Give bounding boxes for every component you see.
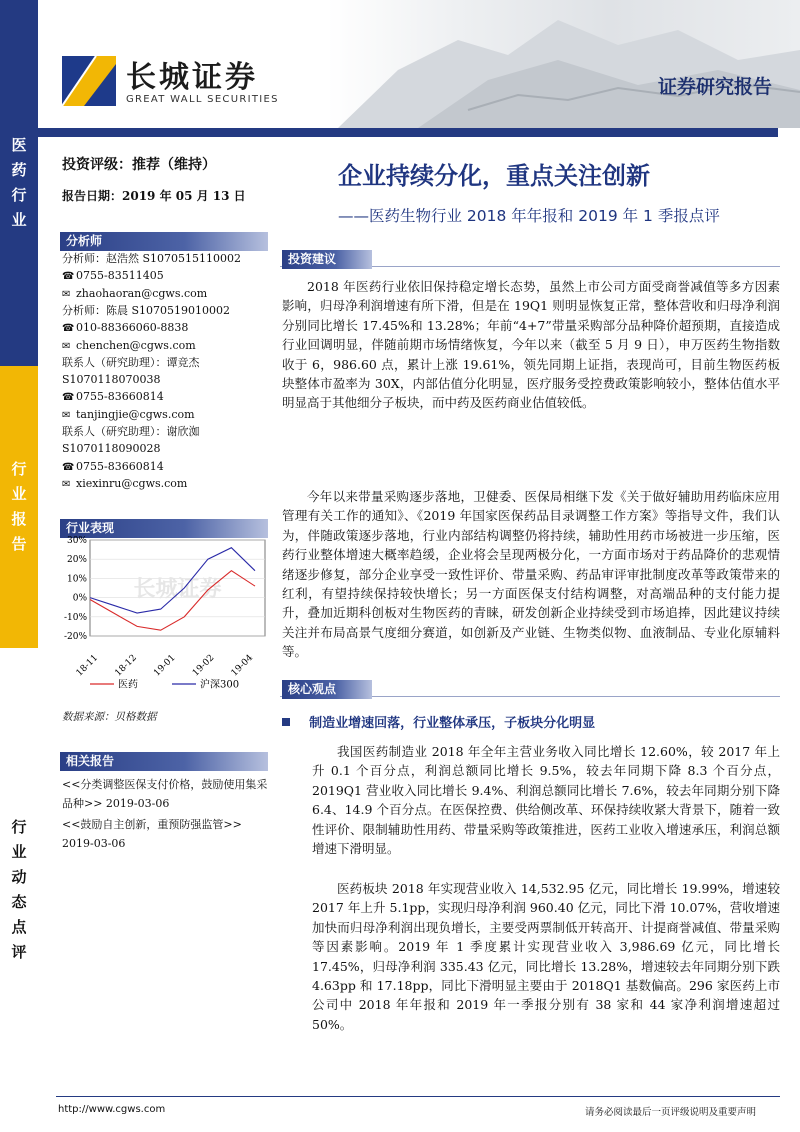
header-rule <box>38 128 778 137</box>
analyst-line <box>62 388 268 406</box>
side-tab-type <box>0 648 38 1132</box>
analyst-line-text: 分析师：陈晨 S1070519010002 <box>62 303 231 317</box>
x-tick-label: 19-02 <box>190 653 217 679</box>
legend-label: 沪深300 <box>200 679 240 691</box>
analyst-line <box>62 406 268 424</box>
phone-icon: ☎ <box>62 461 75 473</box>
analyst-line <box>62 354 268 371</box>
related-report-text[interactable]: <<分类调整医保支付价格，鼓励使用集采品种>> 2019-03-06 <box>62 778 268 810</box>
company-logo <box>62 56 116 106</box>
analyst-line-text: 010-88366060-8838 <box>76 321 189 335</box>
related-report-2 <box>62 815 268 853</box>
chart-watermark-logo: 长城证券 <box>133 577 222 602</box>
chart-source: 数据来源：贝格数据 <box>62 711 157 723</box>
side-tab-char: 报 <box>11 510 27 528</box>
analyst-line-text: 联系人（研究助理）：谭竞杰 <box>62 355 200 369</box>
invest-paragraph-1: 2018 年医药行业依旧保持稳定增长态势，虽然上市公司方面受商誉减值等多方因素影响，归母净利润增速有所下滑，但是在 19Q1 则明显恢复正常，整体营收和归母净利润分别同比增长 17.45%和 13.28%；年前“4+7”带量采购部分品种降价超预期，直接造成行业回调明显，伴随前期市场情绪恢复，今年以来（截至 5 月 9 日），申万医药生物指数收于 6，986.60 点，累计上涨 19.61%，领先同期上证指，表现尚可，目前生物医药板块整体市盈率为 30X，内部估值分化明显，医疗服务受控费政策影响较小，整体估值水平明显高于其他细分子板块，而中药及医药商业估值较低。 <box>282 279 780 411</box>
page-subtitle: ——医药生物行业 2018 年年报和 2019 年 1 季报点评 <box>338 207 720 225</box>
industry-performance-chart <box>60 532 270 700</box>
x-tick-label: 19-04 <box>229 653 256 679</box>
mail-icon: ✉ <box>62 478 71 490</box>
analyst-line-text: 0755-83511405 <box>76 269 164 283</box>
y-tick-label: -20% <box>63 632 87 642</box>
core-header: 核心观点 <box>282 680 372 699</box>
side-tab-char: 动 <box>11 868 27 886</box>
x-tick-label: 18-11 <box>74 653 101 679</box>
analyst-line-text: S1070118070038 <box>62 373 161 387</box>
side-tab-char: 点 <box>11 918 27 936</box>
analyst-line-text[interactable]: tanjingjie@cgws.com <box>76 407 195 421</box>
analyst-line <box>62 302 268 319</box>
related-report-text[interactable]: <<鼓励自主创新，重预防强监管>> 2019-03-06 <box>62 818 242 850</box>
analyst-line <box>62 458 268 476</box>
side-tab-report <box>0 366 38 648</box>
related-report-1 <box>62 775 268 813</box>
side-tab-char: 行 <box>11 186 27 204</box>
analyst-line <box>62 267 268 285</box>
side-tab-label <box>11 815 26 965</box>
side-tab-char: 评 <box>11 943 27 961</box>
logo-mark-icon <box>62 56 116 106</box>
page-title: 企业持续分化，重点关注创新 <box>338 162 650 190</box>
phone-icon: ☎ <box>62 271 75 283</box>
side-tab-char: 业 <box>11 211 27 229</box>
core-bullet-text: 制造业增速回落，行业整体承压，子板块分化明显 <box>309 716 596 731</box>
mail-icon: ✉ <box>62 288 71 300</box>
side-tab-industry <box>0 0 38 366</box>
core-paragraph-1: 我国医药制造业 2018 年全年主营业务收入同比增长 12.60%，较 2017 年上升 0.1 个百分点，利润总额同比增长 9.5%，较去年同期下降 8.3 个百分点，2019Q1 营业收入同比增长 9.4%、利润总额同比增长 7.6%，较去年同期分别下降 6.4、14.9 个百分点。在医保控费、供给侧改革、环保持续收紧大背景下，随着一致性评价、限制辅助性用药、带量采购等政策推进，医药工业收入增速承压，利润总额增速下滑明显。 <box>312 744 780 857</box>
investment-rating: 投资评级：推荐（维持） <box>62 157 216 173</box>
y-tick-label: 10% <box>66 574 87 585</box>
invest-paragraph-2: 今年以来带量采购逐步落地，卫健委、医保局相继下发《关于做好辅助用药临床应用管理有关工作的通知》、《2019 年国家医保药品目录调整工作方案》等指导文件，我们认为，伴随政策逐步落地，行业内部结构调整仍将持续，辅助性用药市场被进一步压缩，医药行业整体增速大概率趋缓，企业将会呈现两极分化，一方面市场对于药品降价的悲观情绪逐步修复，部分企业享受一致性评价、带量采购、药品审评审批制度改革等政策带来的红利，有望持续保持较快增长；另一方面医保支付结构调整，对高端品种的支付能力提升，叠加近期科创板对生物医药的青睐，研发创新企业持续受到市场追捧，因此建议持续关注并布局高景气度细分赛道，如创新及产业链、生物类似物、血液制品、专业化原辅料等。 <box>282 489 780 660</box>
side-tab-char: 态 <box>11 893 27 911</box>
analyst-line <box>62 285 268 303</box>
mail-icon: ✉ <box>62 409 71 421</box>
side-tab-char: 行 <box>11 818 27 836</box>
invest-header: 投资建议 <box>282 250 372 269</box>
x-tick-label: 19-01 <box>152 653 178 679</box>
analyst-line <box>62 423 268 440</box>
analyst-line <box>62 337 268 355</box>
legend-label: 医药 <box>118 679 138 691</box>
square-bullet-icon <box>282 718 290 726</box>
analyst-line-text: 0755-83660814 <box>76 390 164 404</box>
side-tab-char: 医 <box>11 136 27 154</box>
footer-disclaimer: 请务必阅读最后一页评级说明及重要声明 <box>584 1107 756 1118</box>
x-tick-label: 18-12 <box>113 653 139 679</box>
mail-icon: ✉ <box>62 340 71 352</box>
related-header: 相关报告 <box>60 752 268 771</box>
analyst-line-text[interactable]: xiexinru@cgws.com <box>76 476 188 490</box>
side-tab-label <box>11 133 26 233</box>
analyst-line-text[interactable]: zhaohaoran@cgws.com <box>76 286 208 300</box>
analyst-line-text[interactable]: chenchen@cgws.com <box>76 338 196 352</box>
analyst-line <box>62 475 268 493</box>
logo-name-en: GREAT WALL SECURITIES <box>126 94 279 105</box>
y-tick-label: -10% <box>63 612 87 623</box>
side-tab-char: 药 <box>11 161 27 179</box>
side-tab-char: 告 <box>11 535 27 553</box>
y-tick-label: 0% <box>72 593 87 604</box>
analyst-line <box>62 440 268 457</box>
report-type: 证券研究报告 <box>657 76 772 98</box>
side-tab-char: 行 <box>11 460 27 478</box>
analyst-header: 分析师 <box>60 232 268 251</box>
chart-header: 行业表现 <box>60 519 268 538</box>
footer-url[interactable]: http://www.cgws.com <box>58 1104 166 1115</box>
phone-icon: ☎ <box>62 323 75 335</box>
analyst-line-text: 分析师：赵浩然 S1070515110002 <box>62 252 242 265</box>
analyst-line-text: 联系人（研究助理）：谢欣洳 <box>62 425 200 438</box>
header-banner <box>38 0 800 128</box>
phone-icon: ☎ <box>62 392 75 404</box>
analyst-line-text: S1070118090028 <box>62 442 161 456</box>
analyst-line <box>62 319 268 337</box>
footer-rule <box>56 1096 780 1097</box>
y-tick-label: 20% <box>66 555 87 566</box>
side-tab-char: 业 <box>11 485 27 503</box>
side-tab-char: 业 <box>11 843 27 861</box>
core-paragraph-2: 医药板块 2018 年实现营业收入 14,532.95 亿元，同比增长 19.99%，增速较 2017 年上升 5.1pp，实现归母净利润 960.40 亿元，同比下滑 10.07%，营收增速加快而归母净利润出现负增长，主要受两票制低开转高开、计提商誉减值、带量采购等因素影响。2019 年 1 季度累计实现营业收入 3,986.69 亿元，同比增长 17.45%，归母净利润 335.43 亿元，同比增长 13.28%，增速较去年同期分别下跌 4.63pp 和 17.18pp，同比下滑明显主要由于 2018Q1 基数偏高。296 家医药上市公司中 2018 年年报和 2019 年一季报分别有 38 家和 44 家净利润增速超过 50%。 <box>312 881 780 1032</box>
logo-name-cn: 长城证券 <box>126 60 258 95</box>
y-tick-label: 30% <box>66 536 87 546</box>
side-tab-label <box>11 457 26 557</box>
analyst-line-text: 0755-83660814 <box>76 459 164 473</box>
analyst-line <box>62 371 268 388</box>
report-date: 报告日期：2019 年 05 月 13 日 <box>62 189 246 203</box>
core-bullet <box>282 712 595 731</box>
analyst-line <box>62 250 268 267</box>
chart-svg <box>60 532 270 700</box>
